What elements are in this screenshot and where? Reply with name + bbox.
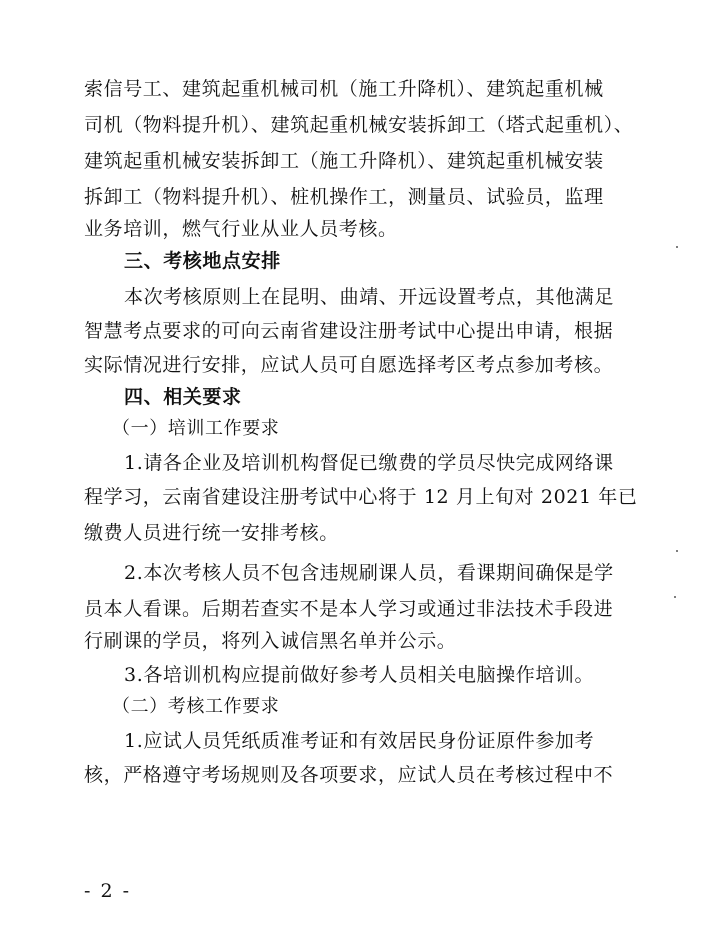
body-text-line: 业务培训，燃气行业从业人员考核。 [84, 218, 398, 240]
body-text-line: 1.应试人员凭纸质准考证和有效居民身份证原件参加考 [124, 730, 595, 752]
section-heading-3: 三、考核地点安排 [124, 250, 281, 272]
body-text-line: 司机（物料提升机）、建筑起重机械安装拆卸工（塔式起重机）、 [84, 114, 634, 136]
body-text-line: 缴费人员进行统一安排考核。 [84, 522, 339, 544]
body-text-line: 3.各培训机构应提前做好参考人员相关电脑操作培训。 [124, 664, 595, 686]
scan-speck [676, 550, 678, 552]
body-text-line: 智慧考点要求的可向云南省建设注册考试中心提出申请，根据 [84, 320, 614, 342]
section-heading-4: 四、相关要求 [124, 386, 242, 408]
subsection-heading-2: （二）考核工作要求 [112, 696, 280, 717]
scan-speck [674, 596, 676, 598]
body-text-line: 程学习，云南省建设注册考试中心将于 12 月上旬对 2021 年已 [84, 486, 638, 508]
body-text-line: 2.本次考核人员不包含违规刷课人员，看课期间确保是学 [124, 562, 614, 584]
body-text-line: 行刷课的学员，将列入诚信黑名单并公示。 [84, 630, 457, 652]
scan-speck [676, 246, 678, 248]
body-text-line: 员本人看课。后期若查实不是本人学习或通过非法技术手段进 [84, 598, 614, 620]
body-text-line: 实际情况进行安排，应试人员可自愿选择考区考点参加考核。 [84, 354, 614, 376]
body-text-line: 本次考核原则上在昆明、曲靖、开远设置考点，其他满足 [124, 286, 615, 308]
body-text-line: 索信号工、建筑起重机械司机（施工升降机）、建筑起重机械 [84, 78, 604, 100]
subsection-heading-1: （一）培训工作要求 [112, 418, 280, 439]
body-text-line: 拆卸工（物料提升机）、桩机操作工，测量员、试验员，监理 [84, 186, 604, 208]
page-number: - 2 - [84, 880, 132, 902]
body-text-line: 1.请各企业及培训机构督促已缴费的学员尽快完成网络课 [124, 452, 614, 474]
body-text-line: 建筑起重机械安装拆卸工（施工升降机）、建筑起重机械安装 [84, 150, 604, 172]
body-text-line: 核，严格遵守考场规则及各项要求，应试人员在考核过程中不 [84, 764, 614, 786]
